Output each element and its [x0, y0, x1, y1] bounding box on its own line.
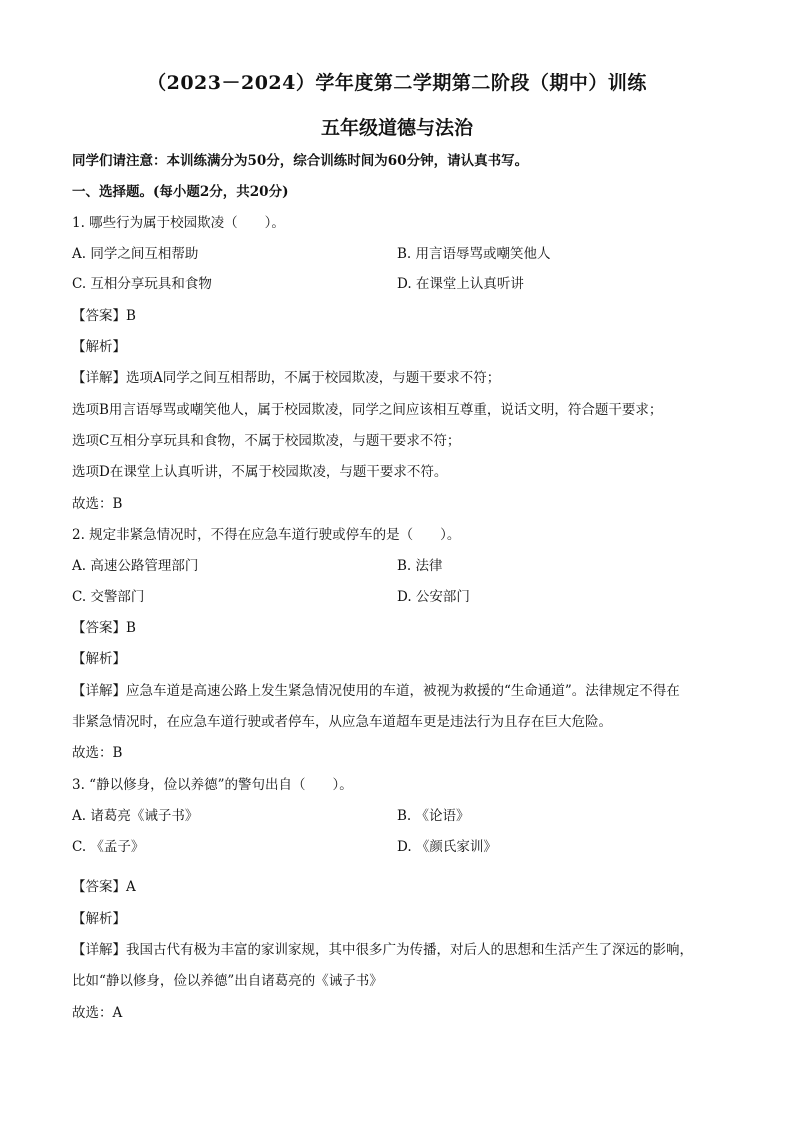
q3-option-b: B. 《论语》: [397, 808, 470, 824]
page-title: （2023－2024）学年度第二学期第二阶段（期中）训练: [147, 72, 647, 94]
q1-detail-line: 选项C互相分享玩具和食物，不属于校园欺凌，与题干要求不符；: [72, 433, 461, 449]
q1-detail-line: 选项D在课堂上认真听讲，不属于校园欺凌，与题干要求不符。: [72, 464, 448, 480]
q1-detail-line: 选项B用言语辱骂或嘲笑他人，属于校园欺凌，同学之间应该相互尊重，说话文明，符合题干要求；: [72, 402, 663, 418]
q1-option-c: C. 互相分享玩具和食物: [72, 276, 212, 292]
page-subtitle: 五年级道德与法治: [320, 117, 473, 139]
q1-option-a: A. 同学之间互相帮助: [72, 246, 199, 262]
q3-option-a: A. 诸葛亮《诫子书》: [72, 808, 199, 824]
q2-option-b: B. 法律: [397, 558, 443, 574]
q1-detail-line: 【详解】选项A同学之间互相帮助，不属于校园欺凌，与题干要求不符；: [72, 370, 501, 386]
q2-analysis-label: 【解析】: [72, 651, 126, 667]
question-3-stem: 3. “静以修身，俭以养德”的警句出自（ ）。: [72, 777, 353, 793]
q2-option-d: D. 公安部门: [397, 589, 470, 605]
q2-detail-line: 【详解】应急车道是高速公路上发生紧急情况使用的车道，被视为救援的“生命通道”。法律规定不得在: [72, 683, 680, 699]
question-1-stem: 1. 哪些行为属于校园欺凌（ ）。: [72, 215, 285, 231]
notice: 同学们请注意：本训练满分为50分，综合训练时间为60分钟，请认真书写。: [72, 153, 529, 169]
q3-analysis-label: 【解析】: [72, 911, 126, 927]
q2-option-c: C. 交警部门: [72, 589, 145, 605]
q3-option-c: C. 《孟子》: [72, 839, 145, 855]
q3-option-d: D. 《颜氏家训》: [397, 839, 497, 855]
q1-option-d: D. 在课堂上认真听讲: [397, 276, 524, 292]
q2-answer: 【答案】B: [72, 620, 136, 636]
q1-answer: 【答案】B: [72, 308, 136, 324]
q3-answer: 【答案】A: [72, 879, 136, 895]
q1-analysis-label: 【解析】: [72, 339, 126, 355]
q3-detail-line: 【详解】我国古代有极为丰富的家训家规，其中很多广为传播，对后人的思想和生活产生了深远的影响，: [72, 942, 693, 958]
q2-choice: 故选：B: [72, 745, 123, 761]
q3-detail-line: 比如“静以修身，俭以养德”出自诸葛亮的《诫子书》: [72, 973, 383, 989]
question-2-stem: 2. 规定非紧急情况时，不得在应急车道行驶或停车的是（ ）。: [72, 527, 461, 543]
q1-option-b: B. 用言语辱骂或嘲笑他人: [397, 246, 551, 262]
q3-choice: 故选：A: [72, 1005, 123, 1021]
section-heading: 一、选择题。(每小题2分，共20分): [72, 184, 289, 200]
q2-detail-line: 非紧急情况时，在应急车道行驶或者停车，从应急车道超车更是违法行为且存在巨大危险。: [72, 714, 612, 730]
q1-choice: 故选：B: [72, 496, 123, 512]
q2-option-a: A. 高速公路管理部门: [72, 558, 199, 574]
